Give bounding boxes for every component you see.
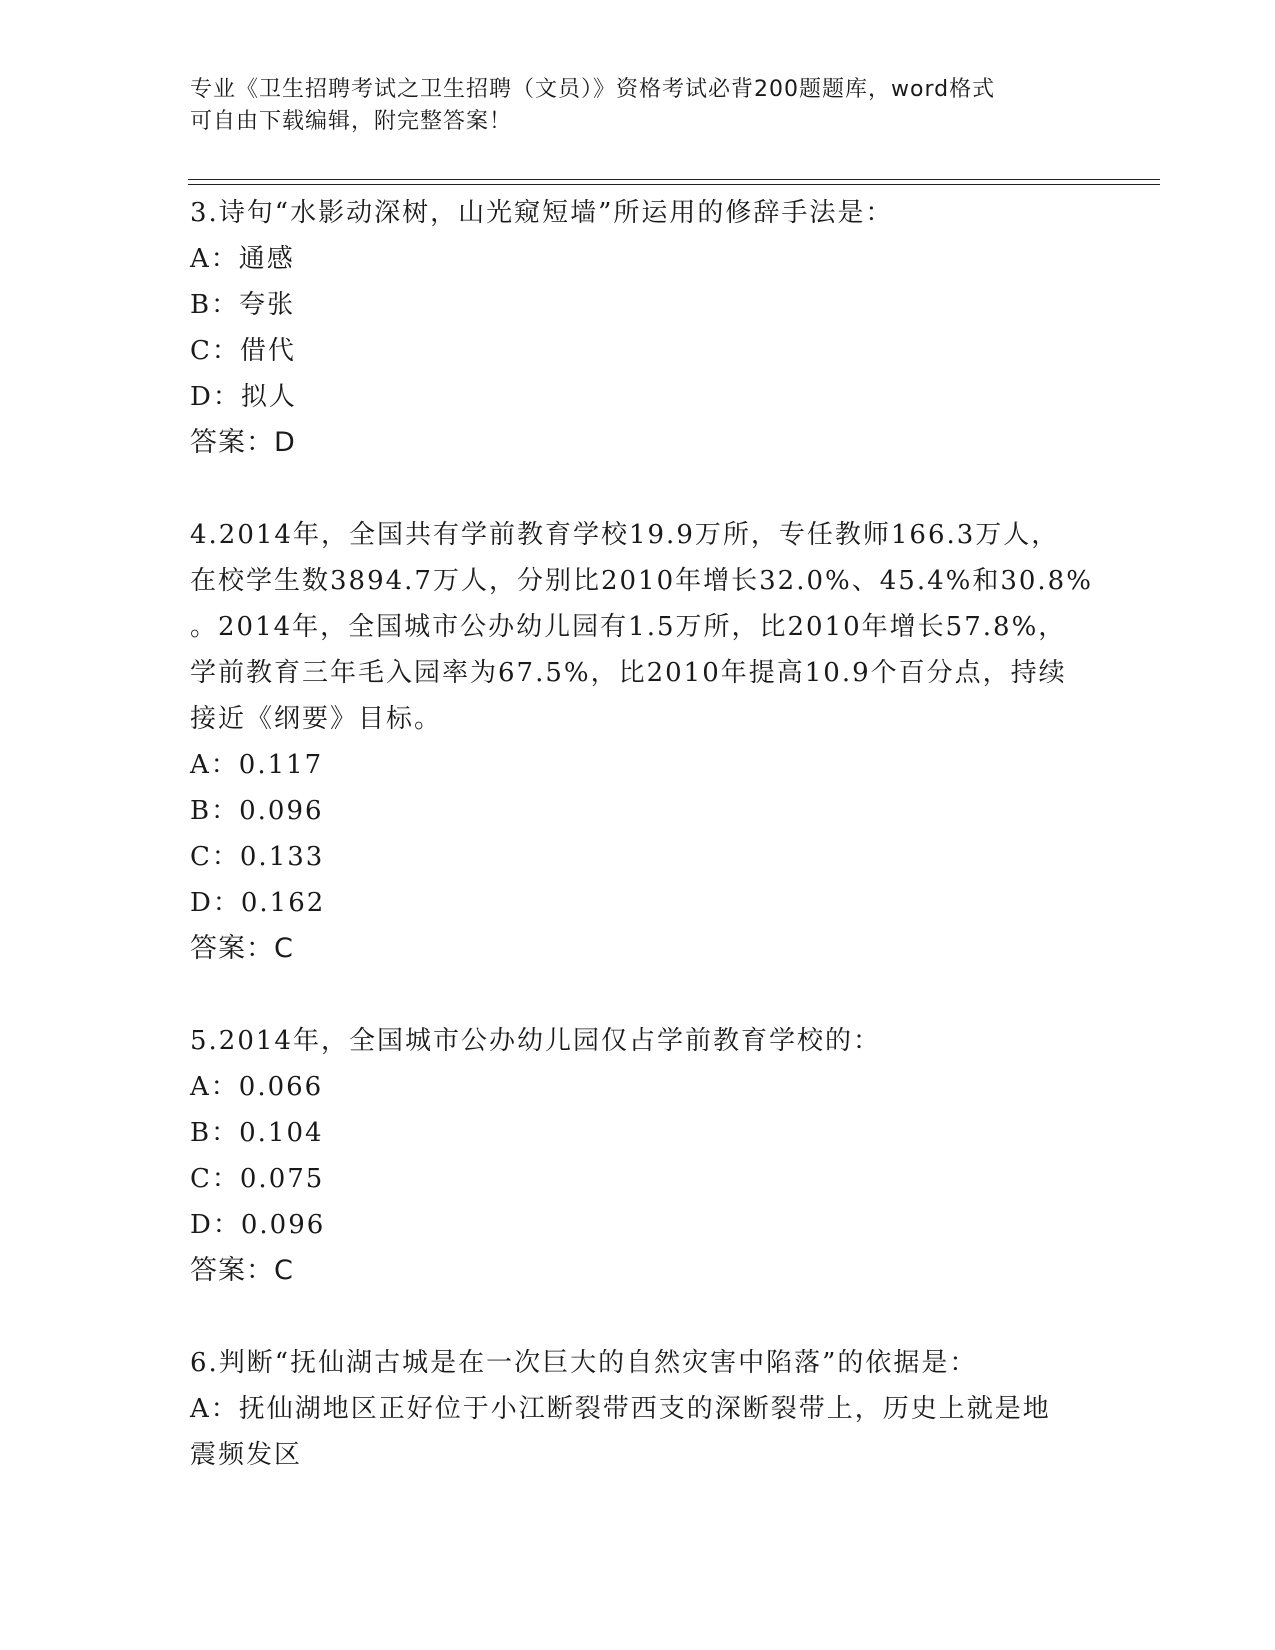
option-c: C：0.133 bbox=[190, 842, 325, 872]
option-a: A：0.066 bbox=[190, 1072, 324, 1102]
option-a: A：通感 bbox=[190, 244, 295, 274]
option-d: D：0.096 bbox=[190, 1210, 326, 1240]
option-a: A：0.117 bbox=[190, 750, 324, 780]
option-a-continued: 震频发区 bbox=[190, 1440, 303, 1470]
option-d: D：拟人 bbox=[190, 382, 297, 412]
document-header bbox=[190, 74, 1070, 138]
header-line-2: 可自由下载编辑，附完整答案！ bbox=[190, 109, 513, 134]
answer-line: 答案：C bbox=[190, 933, 294, 964]
option-c: C：借代 bbox=[190, 336, 296, 366]
question-block bbox=[190, 512, 1093, 972]
option-d: D：0.162 bbox=[190, 888, 326, 918]
option-b: B：0.096 bbox=[190, 796, 324, 826]
header-line-1: 专业《卫生招聘考试之卫生招聘（文员）》资格考试必背200题题库，word格式 bbox=[190, 77, 996, 102]
question-stem: 接近《纲要》目标。 bbox=[190, 704, 443, 734]
question-stem: 3.诗句“水影动深树，山光窥短墙”所运用的修辞手法是： bbox=[190, 198, 894, 228]
question-stem: 。2014年，全国城市公办幼儿园有1.5万所，比2010年增长57.8%， bbox=[190, 612, 1067, 642]
question-block bbox=[190, 1340, 1090, 1478]
question-list bbox=[190, 190, 1093, 1478]
option-b: B：夸张 bbox=[190, 290, 296, 320]
question-stem: 在校学生数3894.7万人，分别比2010年增长32.0%、45.4%和30.8% bbox=[190, 566, 1093, 596]
question-block bbox=[190, 190, 1090, 466]
option-c: C：0.075 bbox=[190, 1164, 325, 1194]
option-b: B：0.104 bbox=[190, 1118, 324, 1148]
question-stem: 5.2014年，全国城市公办幼儿园仅占学前教育学校的： bbox=[190, 1026, 881, 1056]
question-stem: 6.判断“抚仙湖古城是在一次巨大的自然灾害中陷落”的依据是： bbox=[190, 1348, 978, 1378]
header-divider-top bbox=[188, 179, 1160, 180]
question-stem: 学前教育三年毛入园率为67.5%，比2010年提高10.9个百分点，持续 bbox=[190, 658, 1067, 688]
option-a: A：抚仙湖地区正好位于小江断裂带西支的深断裂带上，历史上就是地 bbox=[190, 1394, 1051, 1424]
header-divider-bottom bbox=[188, 184, 1160, 185]
answer-line: 答案：C bbox=[190, 1255, 294, 1286]
question-block bbox=[190, 1018, 1090, 1294]
question-stem: 4.2014年，全国共有学前教育学校19.9万所，专任教师166.3万人， bbox=[190, 520, 1060, 550]
answer-line: 答案：D bbox=[190, 427, 296, 458]
